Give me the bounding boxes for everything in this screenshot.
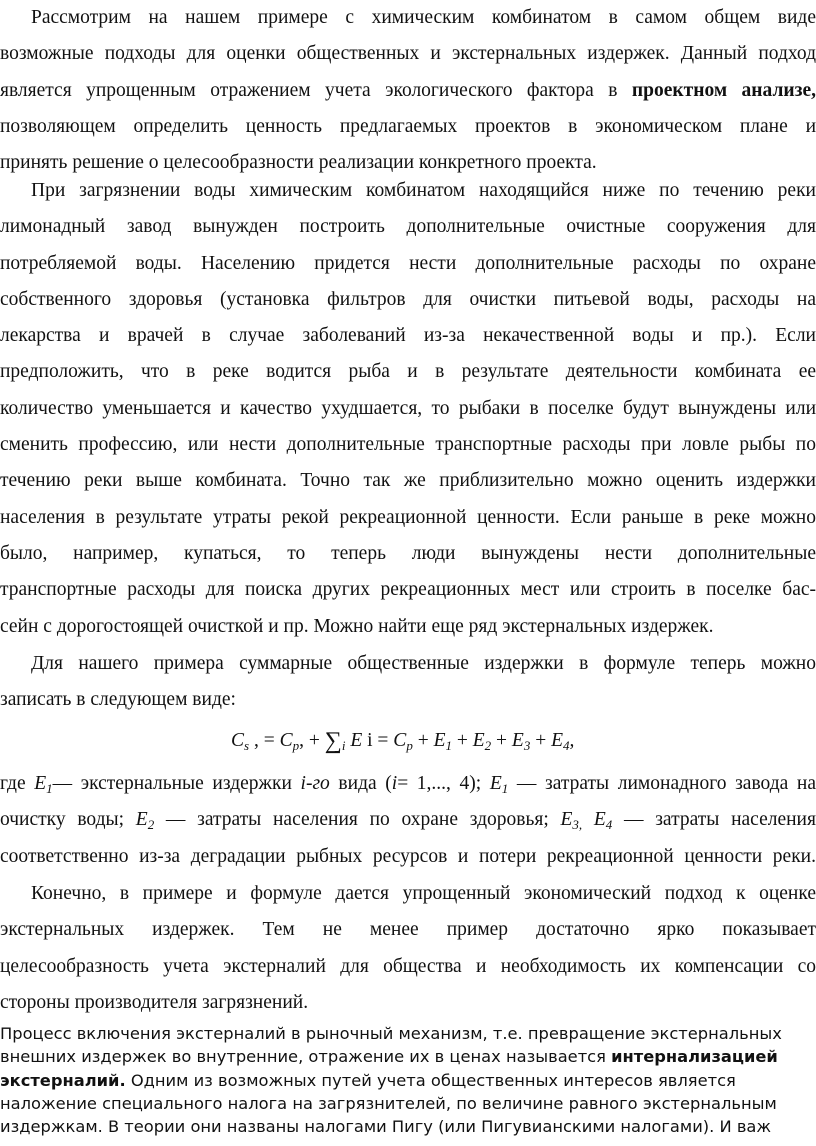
formula-operator: + (451, 730, 473, 751)
subscript-value: 4 (605, 817, 613, 833)
text-run: — экстернальные издержки (52, 773, 301, 794)
text-run: где (0, 773, 35, 794)
subscript-value: 1 (501, 781, 509, 796)
text-line: Процесс включения экстерналий в рыночный механизм, т.е. превращение экстернальных (0, 1024, 782, 1043)
italic-term: i (391, 773, 398, 794)
text-line: количество уменьшается и качество ухудшается, то рыбаки в поселке будут вынуждены или (0, 397, 816, 419)
paragraph-formula-legend (0, 766, 816, 875)
text-line: стороны производителя загрязнений. (0, 991, 309, 1013)
formula-operator: + (491, 730, 512, 751)
formula-operator: , = (249, 730, 280, 751)
text-line: Рассмотрим на нашем примере с химическим комбинатом в самом общем виде (31, 7, 816, 28)
text-line: принять решение о целесообразности реализации конкретного проекта. (0, 152, 597, 174)
paragraph-formula-intro (0, 646, 816, 719)
formula-operator: i = (362, 730, 394, 751)
text-run: вида ( (329, 773, 392, 794)
text-line: экстернальных издержек. Тем не менее пример достаточно ярко показывает (0, 919, 816, 941)
text-line: было, например, купаться, то теперь люди вынуждены нести дополнительные (0, 542, 816, 564)
formula-subscript: p (292, 738, 300, 753)
formula-symbol: C (393, 730, 407, 751)
italic-term: i-го (300, 773, 330, 794)
paragraph-internalization (0, 1022, 816, 1138)
formula-symbol: E (345, 730, 363, 751)
text-line: течению реки выше комбината. Точно так же приблизительно можно оценить издержки (0, 470, 816, 492)
text-run: является упрощенным отражением учета экологического фактора в (0, 79, 618, 101)
formula-punct: , (569, 730, 575, 751)
text-line: лимонадный завод вынужден построить дополнительные очистные сооружения для (0, 216, 816, 238)
formula-symbol: E (433, 730, 446, 751)
var-e: E (582, 809, 606, 831)
text-line: лекарства и врачей в случае заболеваний из-за некачественной воды и пр.). Если (0, 325, 816, 347)
paragraph-conclusion (0, 876, 816, 1021)
formula-subscript: i (341, 738, 346, 753)
subscript-value: 2 (147, 817, 155, 833)
text-run: внешних издержек во внутренние, отражение их в ценах называется (0, 1047, 612, 1067)
formula-symbol: E (511, 730, 524, 751)
text-run: = 1,..., 4); (397, 773, 490, 794)
var-subscript (572, 817, 582, 832)
sum-sigma-symbol: ∑ (324, 728, 342, 754)
formula-subscript: 2 (484, 738, 492, 753)
text-line (0, 1045, 816, 1068)
text-line: возможные подходы для оценки общественных и экстернальных издержек. Данный подход (0, 43, 816, 65)
text-line: Для нашего примера суммарные общественные издержки в формуле теперь можно (31, 653, 816, 674)
var-e: E (135, 809, 148, 831)
text-line (0, 73, 816, 109)
subscript-value: 1 (46, 781, 53, 796)
text-line: потребляемой воды. Населению придется нести дополнительные расходы по охране (0, 252, 816, 274)
subscript-value: 3, (572, 817, 583, 833)
var-e: E (34, 773, 47, 794)
formula-subscript: 3 (523, 738, 531, 753)
formula-symbol: E (472, 730, 485, 751)
formula-symbol: C (279, 730, 293, 751)
formula-operator: + (530, 730, 552, 751)
text-line: транспортные расходы для поиска других рекреационных мест или строить в поселке бас- (0, 579, 816, 601)
text-line: При загрязнении воды химическим комбинатом находящийся ниже по течению реки (31, 180, 816, 201)
text-line: соответственно из-за деградации рыбных ресурсов и потери рекреационной ценности реки. (0, 845, 816, 867)
text-line: предположить, что в реке водится рыба и в результате деятельности комбината ее (0, 361, 816, 383)
formula-subscript: s (244, 738, 250, 753)
text-line: издержкам. В теории они названы налогами Пигу (или Пигувианскими налогами). И важ (0, 1117, 772, 1137)
formula-operator: , + (299, 730, 325, 751)
text-line (0, 766, 816, 802)
paragraph-water-pollution (0, 173, 816, 645)
paragraph-intro (0, 0, 816, 181)
bold-term-externalities: экстерналий. (0, 1070, 126, 1090)
text-line: населения в результате утраты рекой рекреационной ценности. Если раньше в реке можно (0, 506, 816, 528)
var-e: E (489, 773, 502, 794)
text-run: — затраты лимонадного завода на (508, 773, 816, 794)
bold-term-internalization: интернализацией (611, 1047, 778, 1067)
text-line: позволяющем определить ценность предлагаемых проектов в экономическом плане и (0, 115, 816, 137)
bold-term-project-analysis: проектном анализе, (631, 79, 816, 101)
text-run: очистку воды; (0, 809, 136, 831)
formula-symbol: E (551, 730, 563, 751)
formula-subscript: 1 (445, 738, 452, 753)
text-line: записать в следующем виде: (0, 689, 236, 711)
text-run: — затраты населения (612, 809, 816, 831)
text-line: сейн с дорогостоящей очисткой и пр. Можно найти еще ряд экстернальных издержек. (0, 615, 714, 637)
text-line: Конечно, в примере и формуле дается упрощенный экономический подход к оценке (31, 883, 816, 904)
text-run: Одним из возможных путей учета общественных интересов является (125, 1070, 736, 1090)
formula-subscript: p (406, 738, 413, 753)
text-line (0, 1069, 816, 1092)
text-line: сменить профессию, или нести дополнительные транспортные расходы при ловле рыбы по (0, 434, 816, 456)
formula-subscript: 4 (563, 738, 570, 753)
cost-formula (231, 721, 574, 761)
text-line (0, 802, 816, 838)
text-run: — затраты населения по охране здоровья; (154, 809, 561, 831)
var-e: E (560, 809, 573, 831)
formula-operator: + (412, 730, 434, 751)
text-line: целесообразность учета экстерналий для общества и необходимость их компенсации со (0, 955, 816, 977)
formula-symbol: C (231, 730, 245, 751)
text-line: собственного здоровья (установка фильтров для очистки питьевой воды, расходы на (0, 288, 816, 310)
text-line: наложение специального налога на загрязнителей, по величине равного экстернальным (0, 1093, 777, 1113)
